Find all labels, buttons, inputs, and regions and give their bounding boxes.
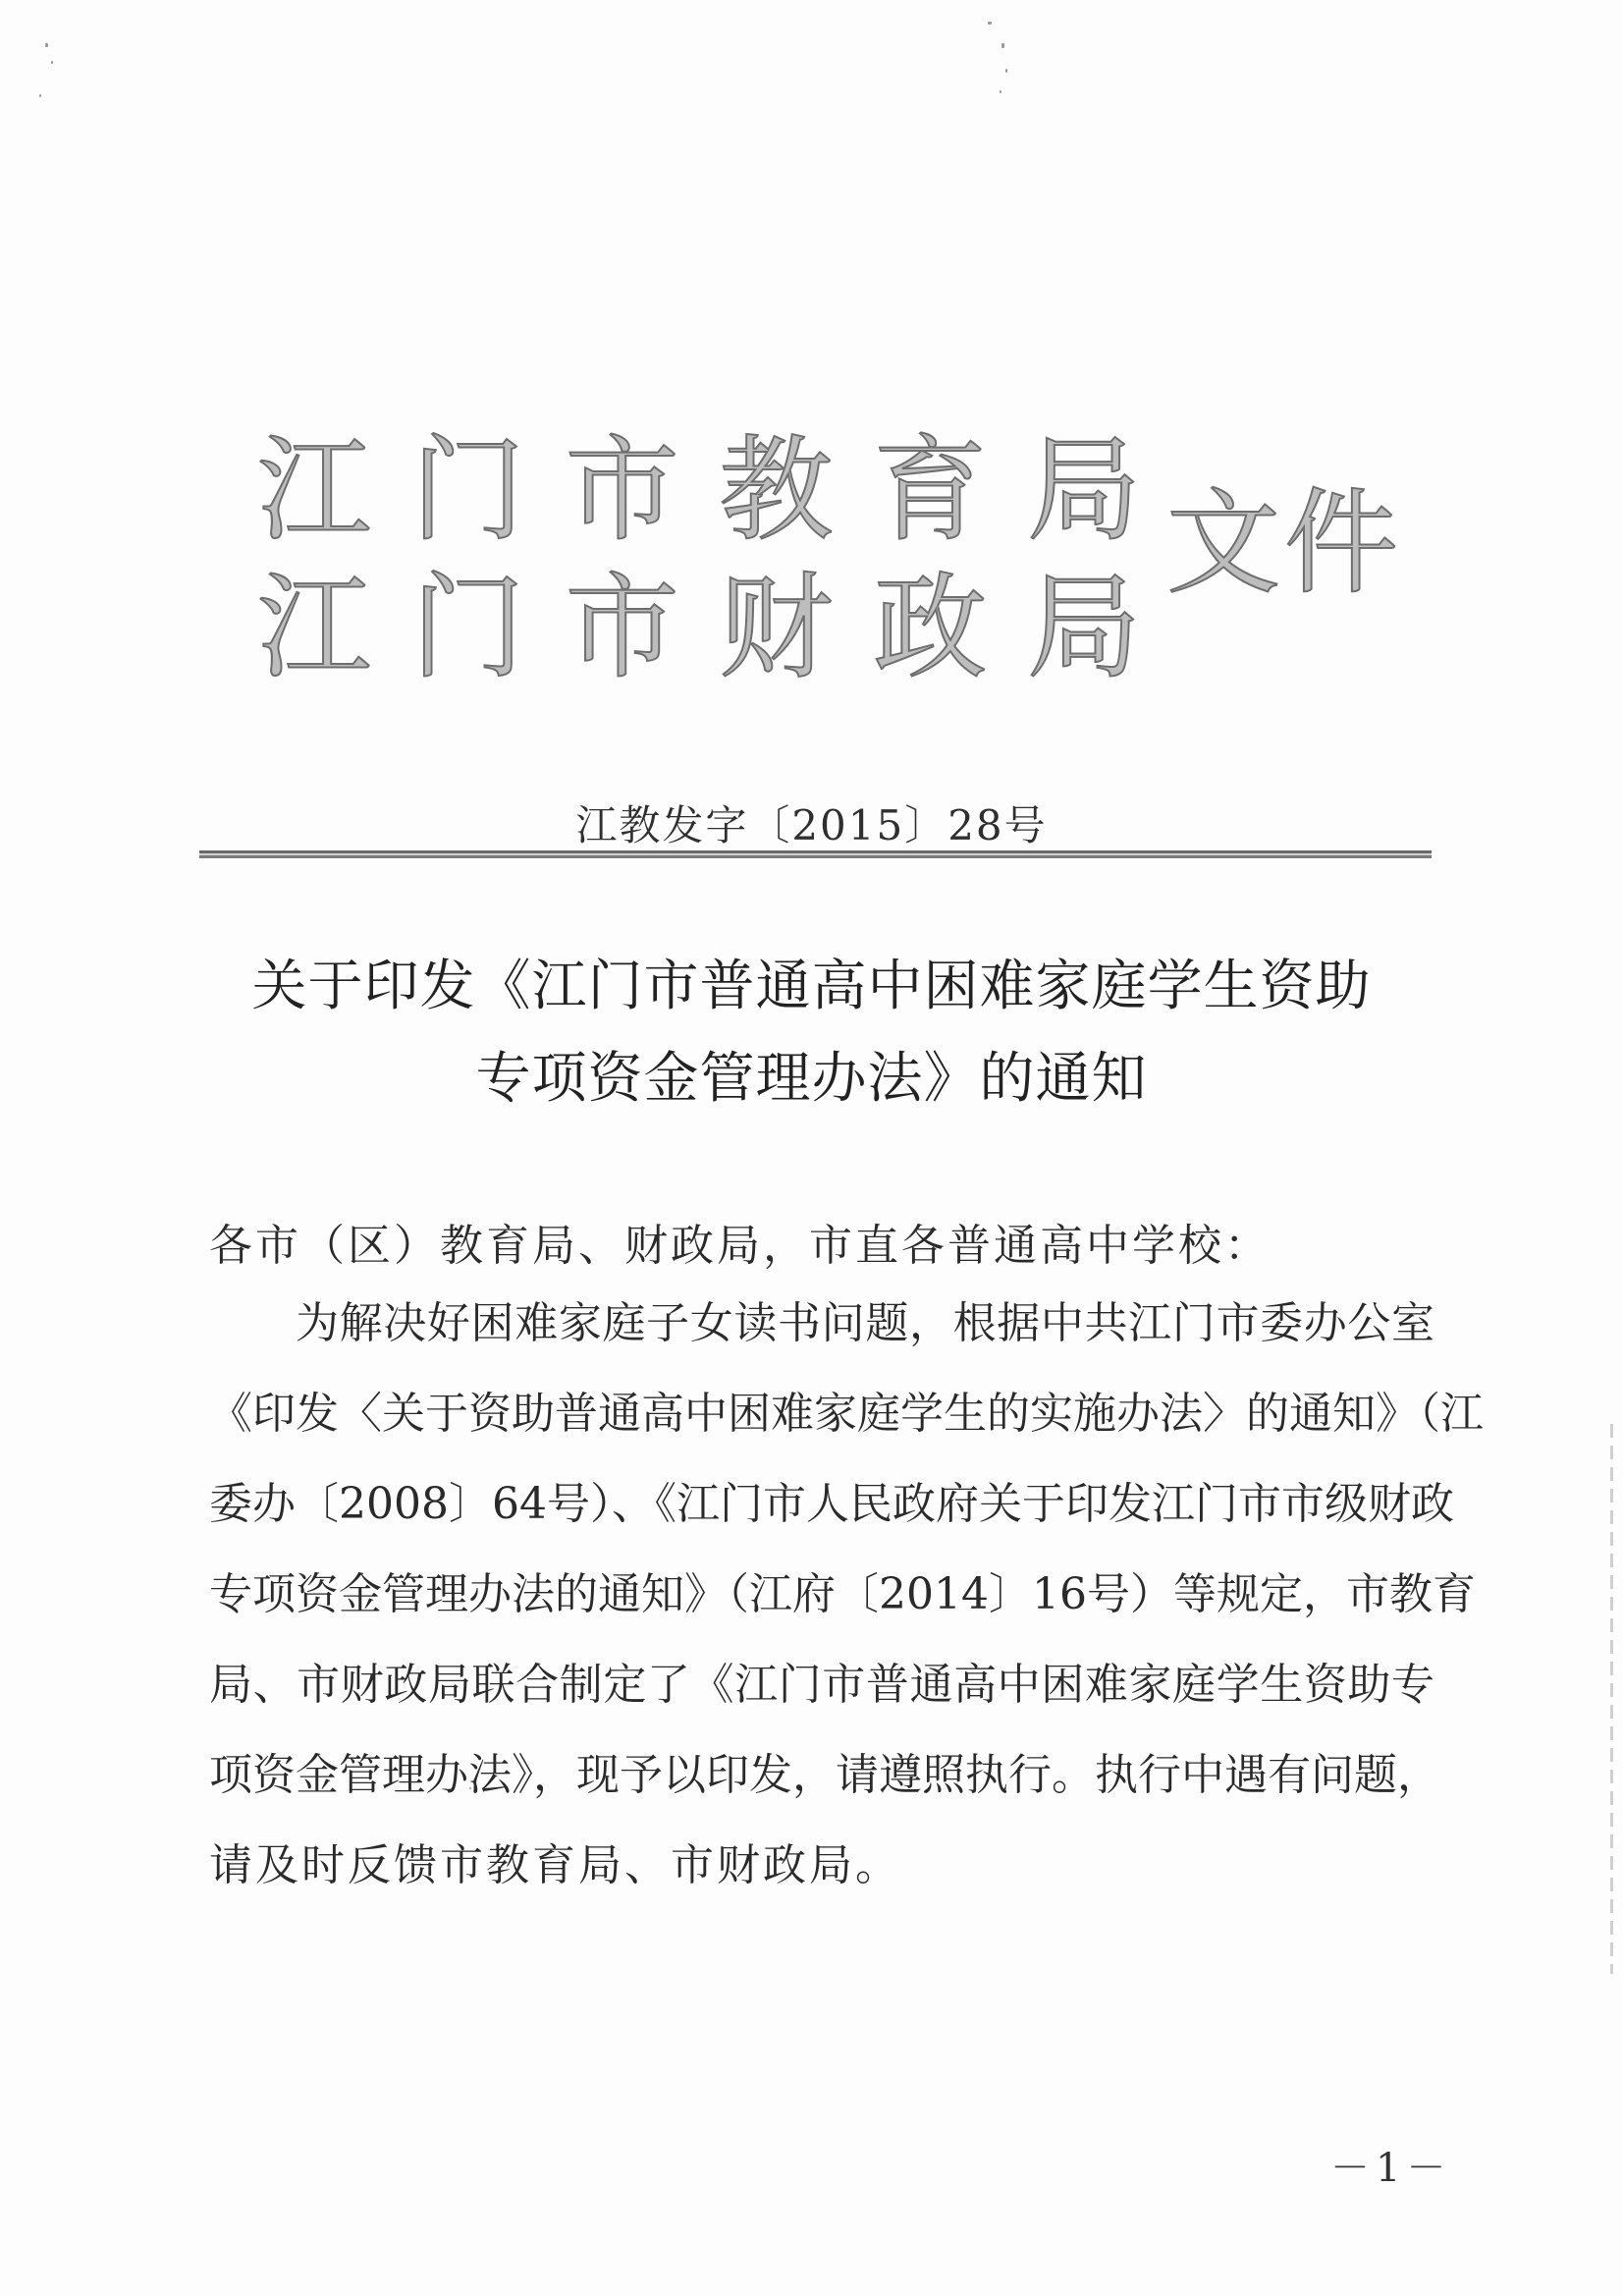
scan-speck [1000, 90, 1001, 93]
letterhead-issuers [257, 422, 1141, 697]
issuer-line-finance [257, 560, 1141, 697]
letterhead-document-label: 文件 [1166, 477, 1402, 610]
issuer-char: 市 [565, 424, 679, 557]
issuer-char: 育 [873, 424, 988, 557]
scan-speck [45, 43, 48, 47]
issuer-char: 教 [719, 424, 834, 557]
document-number: 江教发字〔2015〕28号 [575, 801, 1048, 849]
issuer-char: 局 [1026, 424, 1141, 557]
body-line: 专项资金管理办法的通知》（江府〔2014〕16号）等规定，市教育 [209, 1569, 1476, 1619]
body-line: 请及时反馈市教育局、市财政局。 [209, 1840, 901, 1890]
issuer-char: 江 [257, 562, 371, 694]
issuer-char: 政 [873, 562, 988, 694]
title-line: 专项资金管理办法》的通知 [475, 1047, 1148, 1111]
scan-speck [51, 61, 53, 64]
body-line: 《印发〈关于资助普通高中困难家庭学生的实施办法〉的通知》（江 [209, 1389, 1484, 1439]
scan-speck [1005, 69, 1007, 73]
scan-speck [988, 22, 992, 25]
document-title [0, 941, 1623, 1125]
body-line: 为解决好困难家庭子女读书问题，根据中共江门市委办公室 [296, 1298, 1434, 1348]
body-line: 委办〔2008〕64号）、《江门市人民政府关于印发江门市市级财政 [209, 1479, 1454, 1529]
issuer-line-education [257, 422, 1141, 560]
scan-edge-mark [1610, 1424, 1613, 1974]
page-number: －1－ [1330, 2146, 1452, 2191]
salutation: 各市（区）教育局、财政局，市直各普通高中学校： [209, 1221, 1271, 1271]
issuer-char: 江 [257, 424, 371, 557]
issuer-char: 财 [719, 562, 834, 694]
issuer-char: 门 [410, 424, 525, 557]
body-line: 局、市财政局联合制定了《江门市普通高中困难家庭学生资助专 [209, 1660, 1434, 1710]
body-line: 项资金管理办法》，现予以印发，请遵照执行。执行中遇有问题， [209, 1750, 1440, 1800]
scan-speck [1001, 43, 1004, 48]
issuer-char: 局 [1026, 562, 1141, 694]
title-line: 关于印发《江门市普通高中困难家庭学生资助 [251, 955, 1372, 1018]
scan-speck [39, 94, 41, 97]
body-paragraph [209, 1279, 1484, 1911]
issuer-char: 门 [410, 562, 525, 694]
issuer-char: 市 [565, 562, 679, 694]
letterhead-divider [199, 850, 1432, 858]
